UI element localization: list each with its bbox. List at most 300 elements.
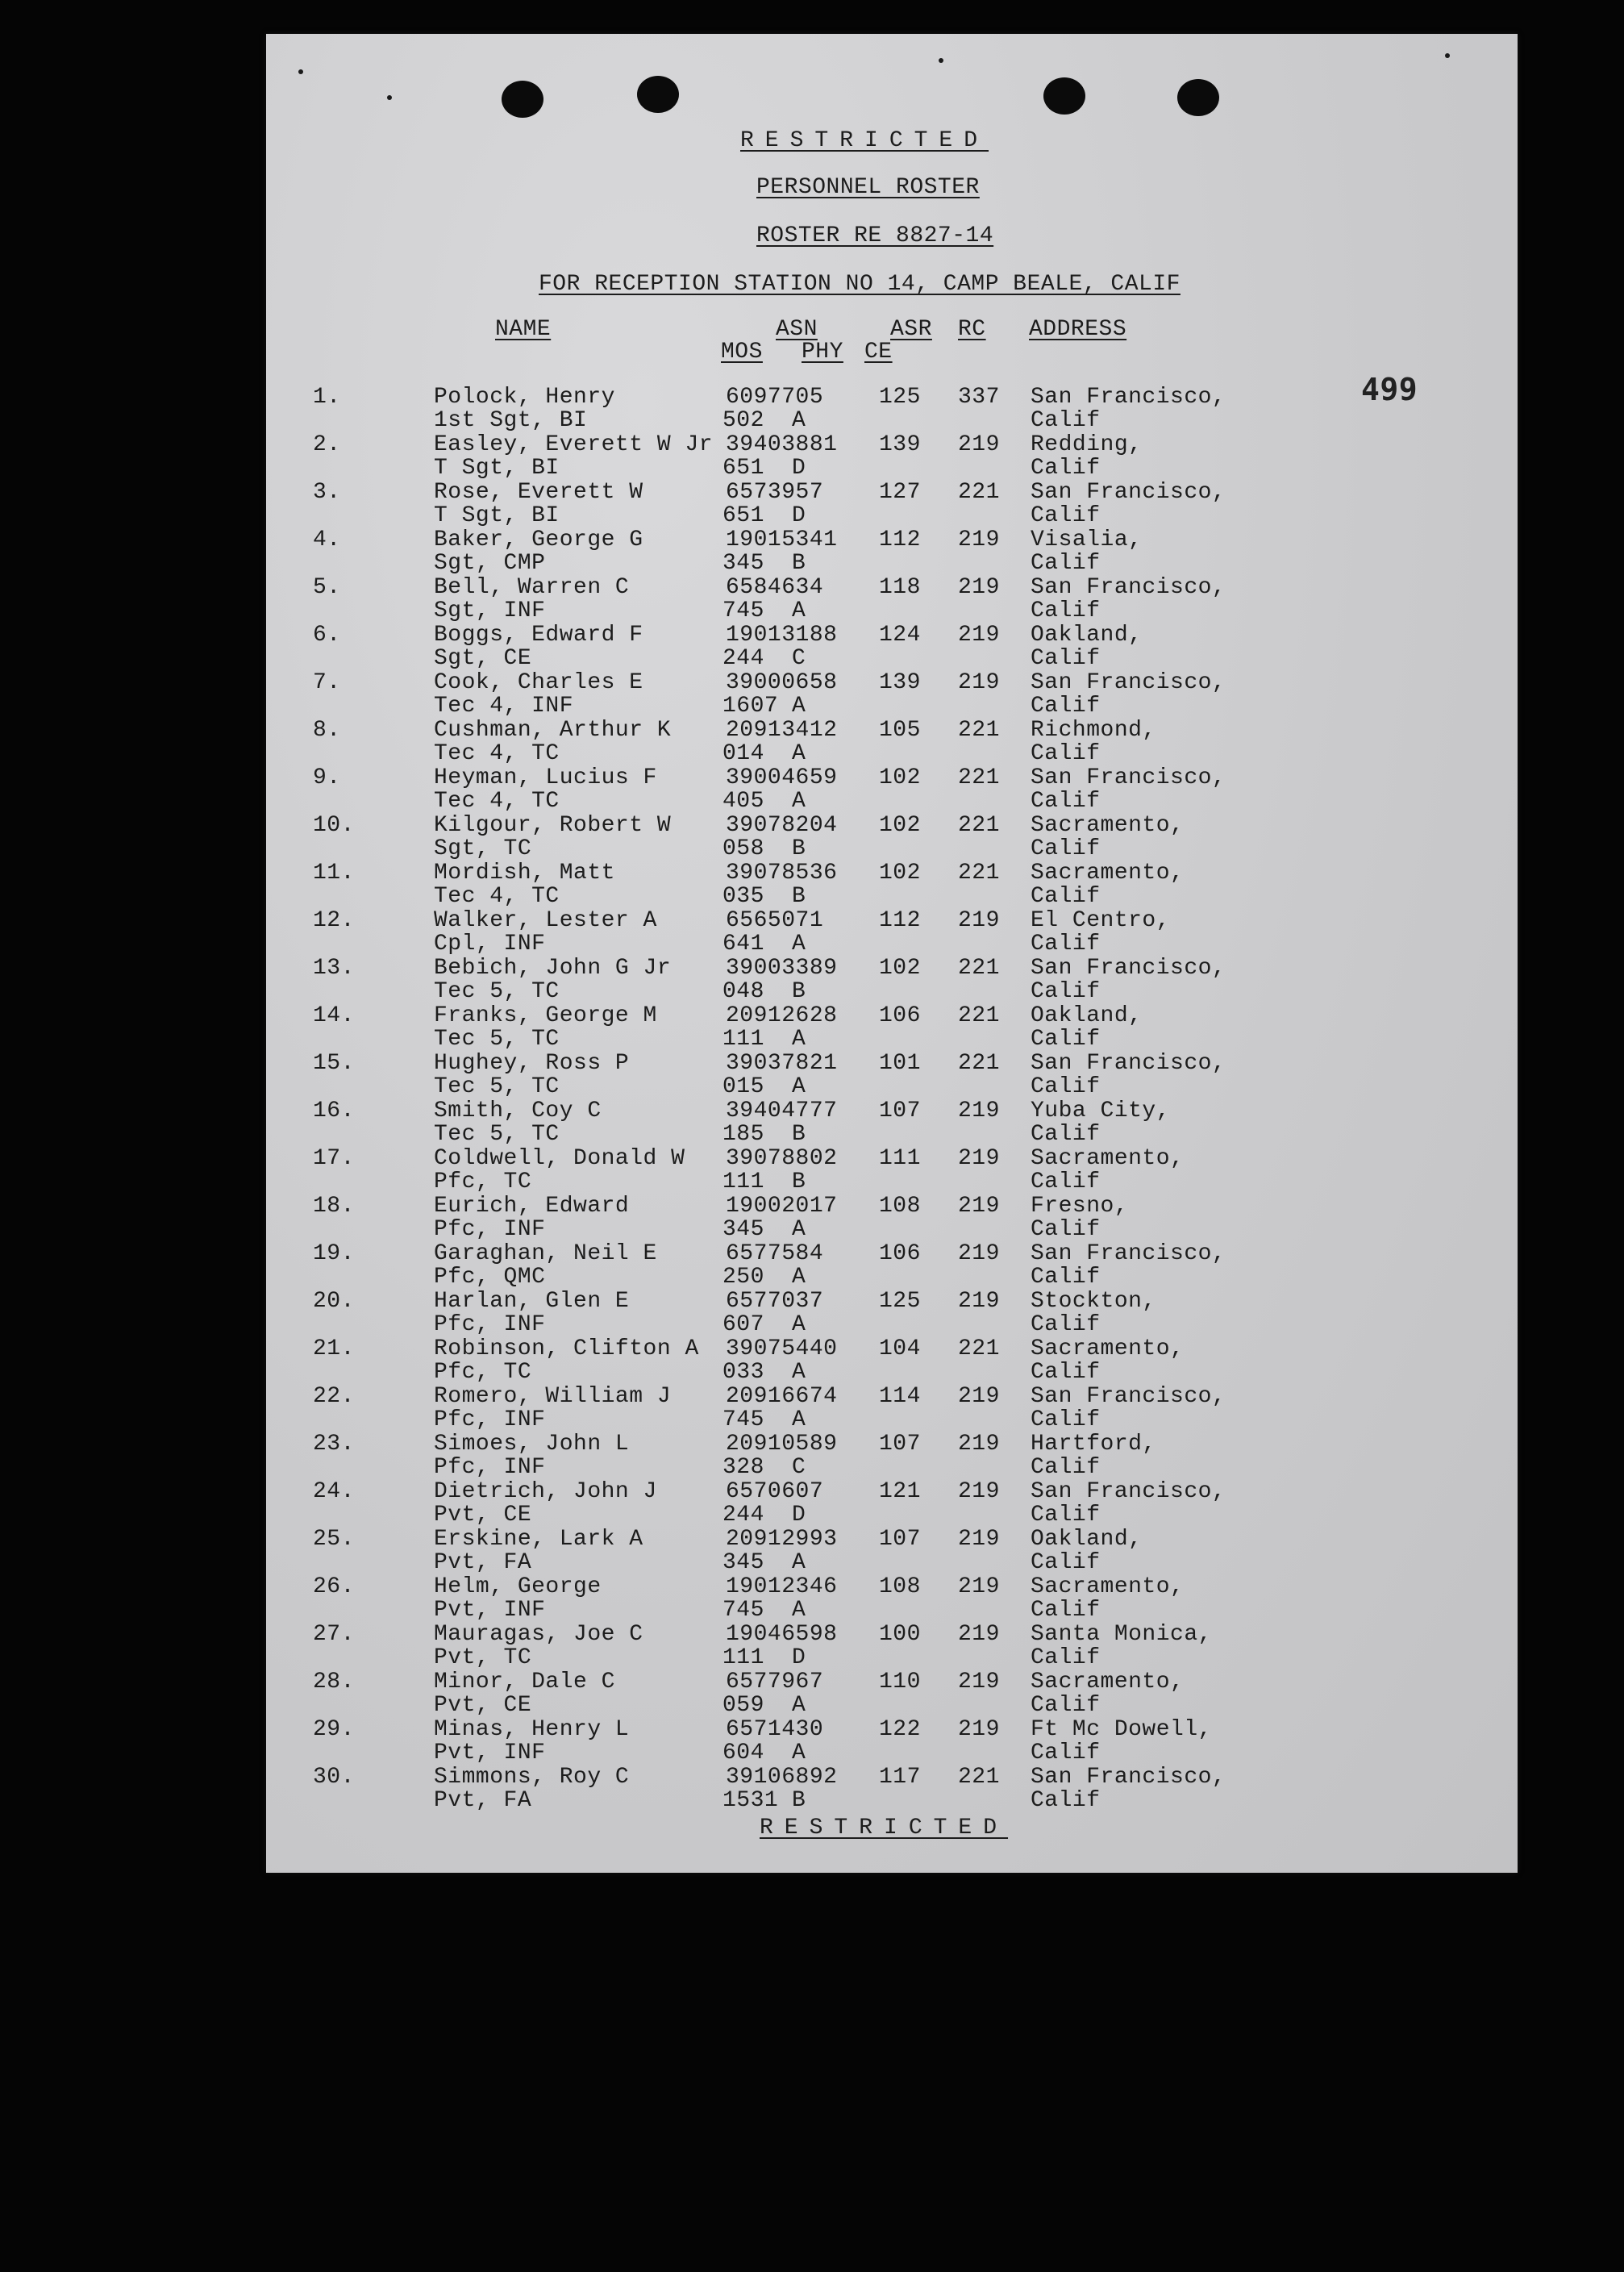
table-row [266,1432,1518,1480]
phy-value: A [792,1312,806,1337]
address-city: San Francisco, [1031,575,1226,600]
restricted-header: RESTRICTED [740,128,989,153]
address-city: San Francisco, [1031,1479,1226,1504]
asr-value: 110 [879,1670,921,1695]
rc-value: 219 [958,1194,1000,1219]
address-city: San Francisco, [1031,765,1226,790]
address-state: Calif [1031,884,1101,909]
phy-value: A [792,1265,806,1290]
phy-value: D [792,1503,806,1528]
phy-value: B [792,884,806,909]
address-city: San Francisco, [1031,385,1226,410]
asr-value: 104 [879,1336,921,1361]
asr-value: 121 [879,1479,921,1504]
rc-value: 221 [958,1003,1000,1028]
rc-value: 219 [958,1622,1000,1647]
table-row [266,433,1518,481]
phy-value: A [792,741,806,766]
asn-value: 39078536 [726,861,838,886]
address-city: San Francisco, [1031,956,1226,981]
address-city: Visalia, [1031,527,1143,552]
table-row [266,1718,1518,1765]
table-row [266,719,1518,766]
soldier-rank: Pvt, TC [434,1645,532,1670]
table-row [266,766,1518,814]
mos-value: 033 [722,1360,764,1385]
address-state: Calif [1031,1455,1101,1480]
speck [939,58,943,63]
row-number: 25. [313,1527,355,1552]
asr-value: 106 [879,1241,921,1266]
phy-value: B [792,979,806,1004]
rc-value: 219 [958,908,1000,933]
rc-value: 219 [958,432,1000,457]
soldier-rank: Pfc, INF [434,1312,546,1337]
row-number: 10. [313,813,355,838]
roster-document [266,34,1518,1873]
speck [1445,53,1450,58]
row-number: 14. [313,1003,355,1028]
asr-value: 102 [879,765,921,790]
rc-value: 221 [958,480,1000,505]
row-number: 4. [313,527,341,552]
rc-value: 219 [958,1479,1000,1504]
address-state: Calif [1031,1407,1101,1432]
soldier-name: Mordish, Matt [434,861,615,886]
phy-value: B [792,1788,806,1813]
phy-value: A [792,1598,806,1623]
rc-value: 221 [958,1336,1000,1361]
row-number: 8. [313,718,341,743]
asr-value: 117 [879,1765,921,1790]
asn-value: 19012346 [726,1574,838,1599]
asn-value: 6573957 [726,480,824,505]
soldier-name: Robinson, Clifton A [434,1336,699,1361]
address-state: Calif [1031,551,1101,576]
table-row [266,576,1518,623]
address-city: Oakland, [1031,623,1143,648]
asr-value: 111 [879,1146,921,1171]
rc-value: 219 [958,1670,1000,1695]
page-number: 499 [1361,372,1418,407]
mos-value: 035 [722,884,764,909]
soldier-name: Cook, Charles E [434,670,643,695]
soldier-name: Garaghan, Neil E [434,1241,657,1266]
col-name-header: NAME [495,317,552,342]
address-state: Calif [1031,1740,1101,1765]
rc-value: 221 [958,861,1000,886]
table-row [266,861,1518,909]
asn-value: 20916674 [726,1384,838,1409]
soldier-rank: Tec 5, TC [434,979,560,1004]
mos-value: 059 [722,1693,764,1718]
row-number: 12. [313,908,355,933]
address-city: San Francisco, [1031,1241,1226,1266]
mos-value: 651 [722,456,764,481]
mos-value: 745 [722,598,764,623]
asn-value: 39037821 [726,1051,838,1076]
soldier-rank: Sgt, CE [434,646,532,671]
address-state: Calif [1031,408,1101,433]
col-asn-header: ASN [776,317,818,342]
asn-value: 39403881 [726,432,838,457]
table-row [266,1623,1518,1670]
asr-value: 102 [879,813,921,838]
asr-value: 124 [879,623,921,648]
address-city: Hartford, [1031,1432,1156,1457]
address-city: Richmond, [1031,718,1156,743]
phy-value: C [792,646,806,671]
row-number: 30. [313,1765,355,1790]
asr-value: 112 [879,527,921,552]
row-number: 9. [313,765,341,790]
row-number: 26. [313,1574,355,1599]
rc-value: 221 [958,718,1000,743]
asr-value: 108 [879,1194,921,1219]
row-number: 19. [313,1241,355,1266]
row-number: 3. [313,480,341,505]
asr-value: 122 [879,1717,921,1742]
asn-value: 6577967 [726,1670,824,1695]
table-row [266,1575,1518,1623]
asn-value: 39106892 [726,1765,838,1790]
address-state: Calif [1031,932,1101,957]
mos-value: 1607 [722,694,779,719]
rc-value: 219 [958,1432,1000,1457]
table-row [266,623,1518,671]
phy-value: A [792,598,806,623]
col-address-header: ADDRESS [1029,317,1127,342]
soldier-name: Walker, Lester A [434,908,657,933]
rc-value: 219 [958,1384,1000,1409]
address-state: Calif [1031,503,1101,528]
soldier-rank: Pvt, FA [434,1550,532,1575]
table-row [266,386,1518,433]
address-state: Calif [1031,1217,1101,1242]
address-city: Sacramento, [1031,1336,1185,1361]
rc-value: 219 [958,1098,1000,1123]
mos-value: 015 [722,1074,764,1099]
asn-value: 6565071 [726,908,824,933]
soldier-rank: 1st Sgt, BI [434,408,588,433]
asr-value: 114 [879,1384,921,1409]
soldier-name: Dietrich, John J [434,1479,657,1504]
asn-value: 20910589 [726,1432,838,1457]
asn-value: 6577584 [726,1241,824,1266]
speck [387,95,392,100]
asn-value: 6570607 [726,1479,824,1504]
soldier-rank: Tec 5, TC [434,1027,560,1052]
address-city: San Francisco, [1031,480,1226,505]
table-row [266,528,1518,576]
asn-value: 39078204 [726,813,838,838]
address-state: Calif [1031,1645,1101,1670]
rc-value: 219 [958,1146,1000,1171]
address-state: Calif [1031,1693,1101,1718]
address-city: San Francisco, [1031,670,1226,695]
address-city: Fresno, [1031,1194,1129,1219]
asn-value: 39078802 [726,1146,838,1171]
asn-value: 39003389 [726,956,838,981]
address-city: San Francisco, [1031,1384,1226,1409]
soldier-rank: Pfc, TC [434,1169,532,1194]
soldier-rank: Tec 5, TC [434,1074,560,1099]
asn-value: 39075440 [726,1336,838,1361]
asr-value: 100 [879,1622,921,1647]
rc-value: 337 [958,385,1000,410]
address-city: El Centro, [1031,908,1171,933]
soldier-name: Erskine, Lark A [434,1527,643,1552]
mos-value: 250 [722,1265,764,1290]
table-row [266,1385,1518,1432]
asn-value: 19015341 [726,527,838,552]
phy-value: A [792,932,806,957]
address-city: Oakland, [1031,1527,1143,1552]
rc-value: 219 [958,1289,1000,1314]
mos-value: 1531 [722,1788,779,1813]
address-state: Calif [1031,1598,1101,1623]
address-state: Calif [1031,1550,1101,1575]
asn-value: 6584634 [726,575,824,600]
address-city: Sacramento, [1031,1146,1185,1171]
asn-value: 20912993 [726,1527,838,1552]
station-line: FOR RECEPTION STATION NO 14, CAMP BEALE, CALIF [539,272,1181,297]
row-number: 11. [313,861,355,886]
row-number: 5. [313,575,341,600]
table-row [266,1194,1518,1242]
rc-value: 221 [958,765,1000,790]
address-city: Oakland, [1031,1003,1143,1028]
address-state: Calif [1031,836,1101,861]
table-row [266,1099,1518,1147]
asr-value: 118 [879,575,921,600]
row-number: 17. [313,1146,355,1171]
address-state: Calif [1031,741,1101,766]
speck [298,69,303,74]
roster-number: ROSTER RE 8827-14 [756,223,994,248]
mos-value: 607 [722,1312,764,1337]
phy-value: A [792,1217,806,1242]
phy-value: A [792,408,806,433]
table-row [266,1242,1518,1290]
rc-value: 221 [958,813,1000,838]
punch-hole [637,76,679,113]
soldier-name: Cushman, Arthur K [434,718,672,743]
soldier-rank: Pfc, QMC [434,1265,546,1290]
soldier-name: Baker, George G [434,527,643,552]
soldier-name: Eurich, Edward [434,1194,630,1219]
soldier-rank: Sgt, TC [434,836,532,861]
soldier-name: Minor, Dale C [434,1670,615,1695]
mos-value: 111 [722,1645,764,1670]
table-row [266,814,1518,861]
soldier-rank: Tec 4, TC [434,884,560,909]
mos-value: 244 [722,646,764,671]
mos-value: 185 [722,1122,764,1147]
mos-value: 244 [722,1503,764,1528]
soldier-name: Rose, Everett W [434,480,643,505]
phy-value: A [792,1360,806,1385]
row-number: 18. [313,1194,355,1219]
soldier-rank: Sgt, INF [434,598,546,623]
row-number: 13. [313,956,355,981]
asn-value: 6097705 [726,385,824,410]
soldier-rank: Cpl, INF [434,932,546,957]
rc-value: 219 [958,527,1000,552]
soldier-rank: Pvt, INF [434,1740,546,1765]
address-city: Sacramento, [1031,861,1185,886]
row-number: 27. [313,1622,355,1647]
rc-value: 219 [958,1241,1000,1266]
mos-value: 641 [722,932,764,957]
table-row [266,1480,1518,1528]
table-row [266,1337,1518,1385]
row-number: 7. [313,670,341,695]
mos-value: 345 [722,1550,764,1575]
soldier-rank: Pfc, INF [434,1217,546,1242]
table-row [266,671,1518,719]
mos-value: 745 [722,1598,764,1623]
soldier-name: Simoes, John L [434,1432,630,1457]
address-city: Stockton, [1031,1289,1156,1314]
asn-value: 19002017 [726,1194,838,1219]
phy-value: D [792,1645,806,1670]
col-asr-header: ASR [890,317,932,342]
soldier-name: Harlan, Glen E [434,1289,630,1314]
table-row [266,909,1518,957]
table-row [266,1528,1518,1575]
asr-value: 102 [879,861,921,886]
address-state: Calif [1031,456,1101,481]
address-city: Santa Monica, [1031,1622,1212,1647]
mos-value: 048 [722,979,764,1004]
asn-value: 19046598 [726,1622,838,1647]
soldier-rank: Pvt, CE [434,1693,532,1718]
mos-value: 111 [722,1027,764,1052]
row-number: 29. [313,1717,355,1742]
soldier-name: Bebich, John G Jr [434,956,672,981]
asr-value: 102 [879,956,921,981]
asr-value: 125 [879,385,921,410]
rc-value: 221 [958,956,1000,981]
punch-hole [1043,77,1085,115]
address-state: Calif [1031,1788,1101,1813]
soldier-name: Kilgour, Robert W [434,813,672,838]
address-city: Ft Mc Dowell, [1031,1717,1212,1742]
row-number: 24. [313,1479,355,1504]
mos-value: 502 [722,408,764,433]
phy-value: A [792,694,806,719]
phy-value: C [792,1455,806,1480]
asn-value: 6571430 [726,1717,824,1742]
asr-value: 139 [879,432,921,457]
table-row [266,1290,1518,1337]
address-state: Calif [1031,1312,1101,1337]
address-state: Calif [1031,789,1101,814]
asn-value: 39404777 [726,1098,838,1123]
table-row [266,481,1518,528]
asn-value: 39004659 [726,765,838,790]
address-state: Calif [1031,1027,1101,1052]
phy-value: A [792,1407,806,1432]
address-city: Sacramento, [1031,1670,1185,1695]
rc-value: 219 [958,1527,1000,1552]
address-state: Calif [1031,1074,1101,1099]
col-ce-header: CE [864,340,893,365]
rc-value: 221 [958,1765,1000,1790]
row-number: 2. [313,432,341,457]
mos-value: 058 [722,836,764,861]
soldier-rank: Tec 4, TC [434,741,560,766]
punch-hole [1177,79,1219,116]
soldier-rank: Pfc, TC [434,1360,532,1385]
mos-value: 345 [722,1217,764,1242]
row-number: 15. [313,1051,355,1076]
rc-value: 219 [958,1574,1000,1599]
soldier-name: Romero, William J [434,1384,672,1409]
rc-value: 219 [958,1717,1000,1742]
asr-value: 105 [879,718,921,743]
soldier-rank: Tec 5, TC [434,1122,560,1147]
address-city: Sacramento, [1031,813,1185,838]
table-row [266,957,1518,1004]
address-state: Calif [1031,1265,1101,1290]
address-city: Sacramento, [1031,1574,1185,1599]
soldier-rank: Pvt, FA [434,1788,532,1813]
soldier-name: Smith, Coy C [434,1098,602,1123]
mos-value: 328 [722,1455,764,1480]
address-state: Calif [1031,1503,1101,1528]
soldier-name: Coldwell, Donald W [434,1146,685,1171]
row-number: 21. [313,1336,355,1361]
asr-value: 108 [879,1574,921,1599]
row-number: 16. [313,1098,355,1123]
soldier-name: Hughey, Ross P [434,1051,630,1076]
asn-value: 39000658 [726,670,838,695]
soldier-rank: Pvt, CE [434,1503,532,1528]
phy-value: D [792,503,806,528]
mos-value: 604 [722,1740,764,1765]
soldier-rank: T Sgt, BI [434,456,560,481]
asr-value: 106 [879,1003,921,1028]
soldier-rank: Tec 4, INF [434,694,574,719]
soldier-rank: Tec 4, TC [434,789,560,814]
phy-value: A [792,1550,806,1575]
row-number: 23. [313,1432,355,1457]
soldier-name: Helm, George [434,1574,602,1599]
asn-value: 20912628 [726,1003,838,1028]
soldier-name: Bell, Warren C [434,575,630,600]
mos-value: 651 [722,503,764,528]
phy-value: B [792,1169,806,1194]
soldier-name: Simmons, Roy C [434,1765,630,1790]
phy-value: B [792,1122,806,1147]
phy-value: A [792,1693,806,1718]
col-mos-header: MOS [721,340,763,365]
soldier-rank: T Sgt, BI [434,503,560,528]
address-state: Calif [1031,1169,1101,1194]
soldier-name: Heyman, Lucius F [434,765,657,790]
table-row [266,1765,1518,1813]
row-number: 1. [313,385,341,410]
soldier-name: Easley, Everett W Jr [434,432,714,457]
punch-hole [502,81,543,118]
mos-value: 345 [722,551,764,576]
address-city: Redding, [1031,432,1143,457]
asn-value: 20913412 [726,718,838,743]
phy-value: A [792,1027,806,1052]
asn-value: 6577037 [726,1289,824,1314]
